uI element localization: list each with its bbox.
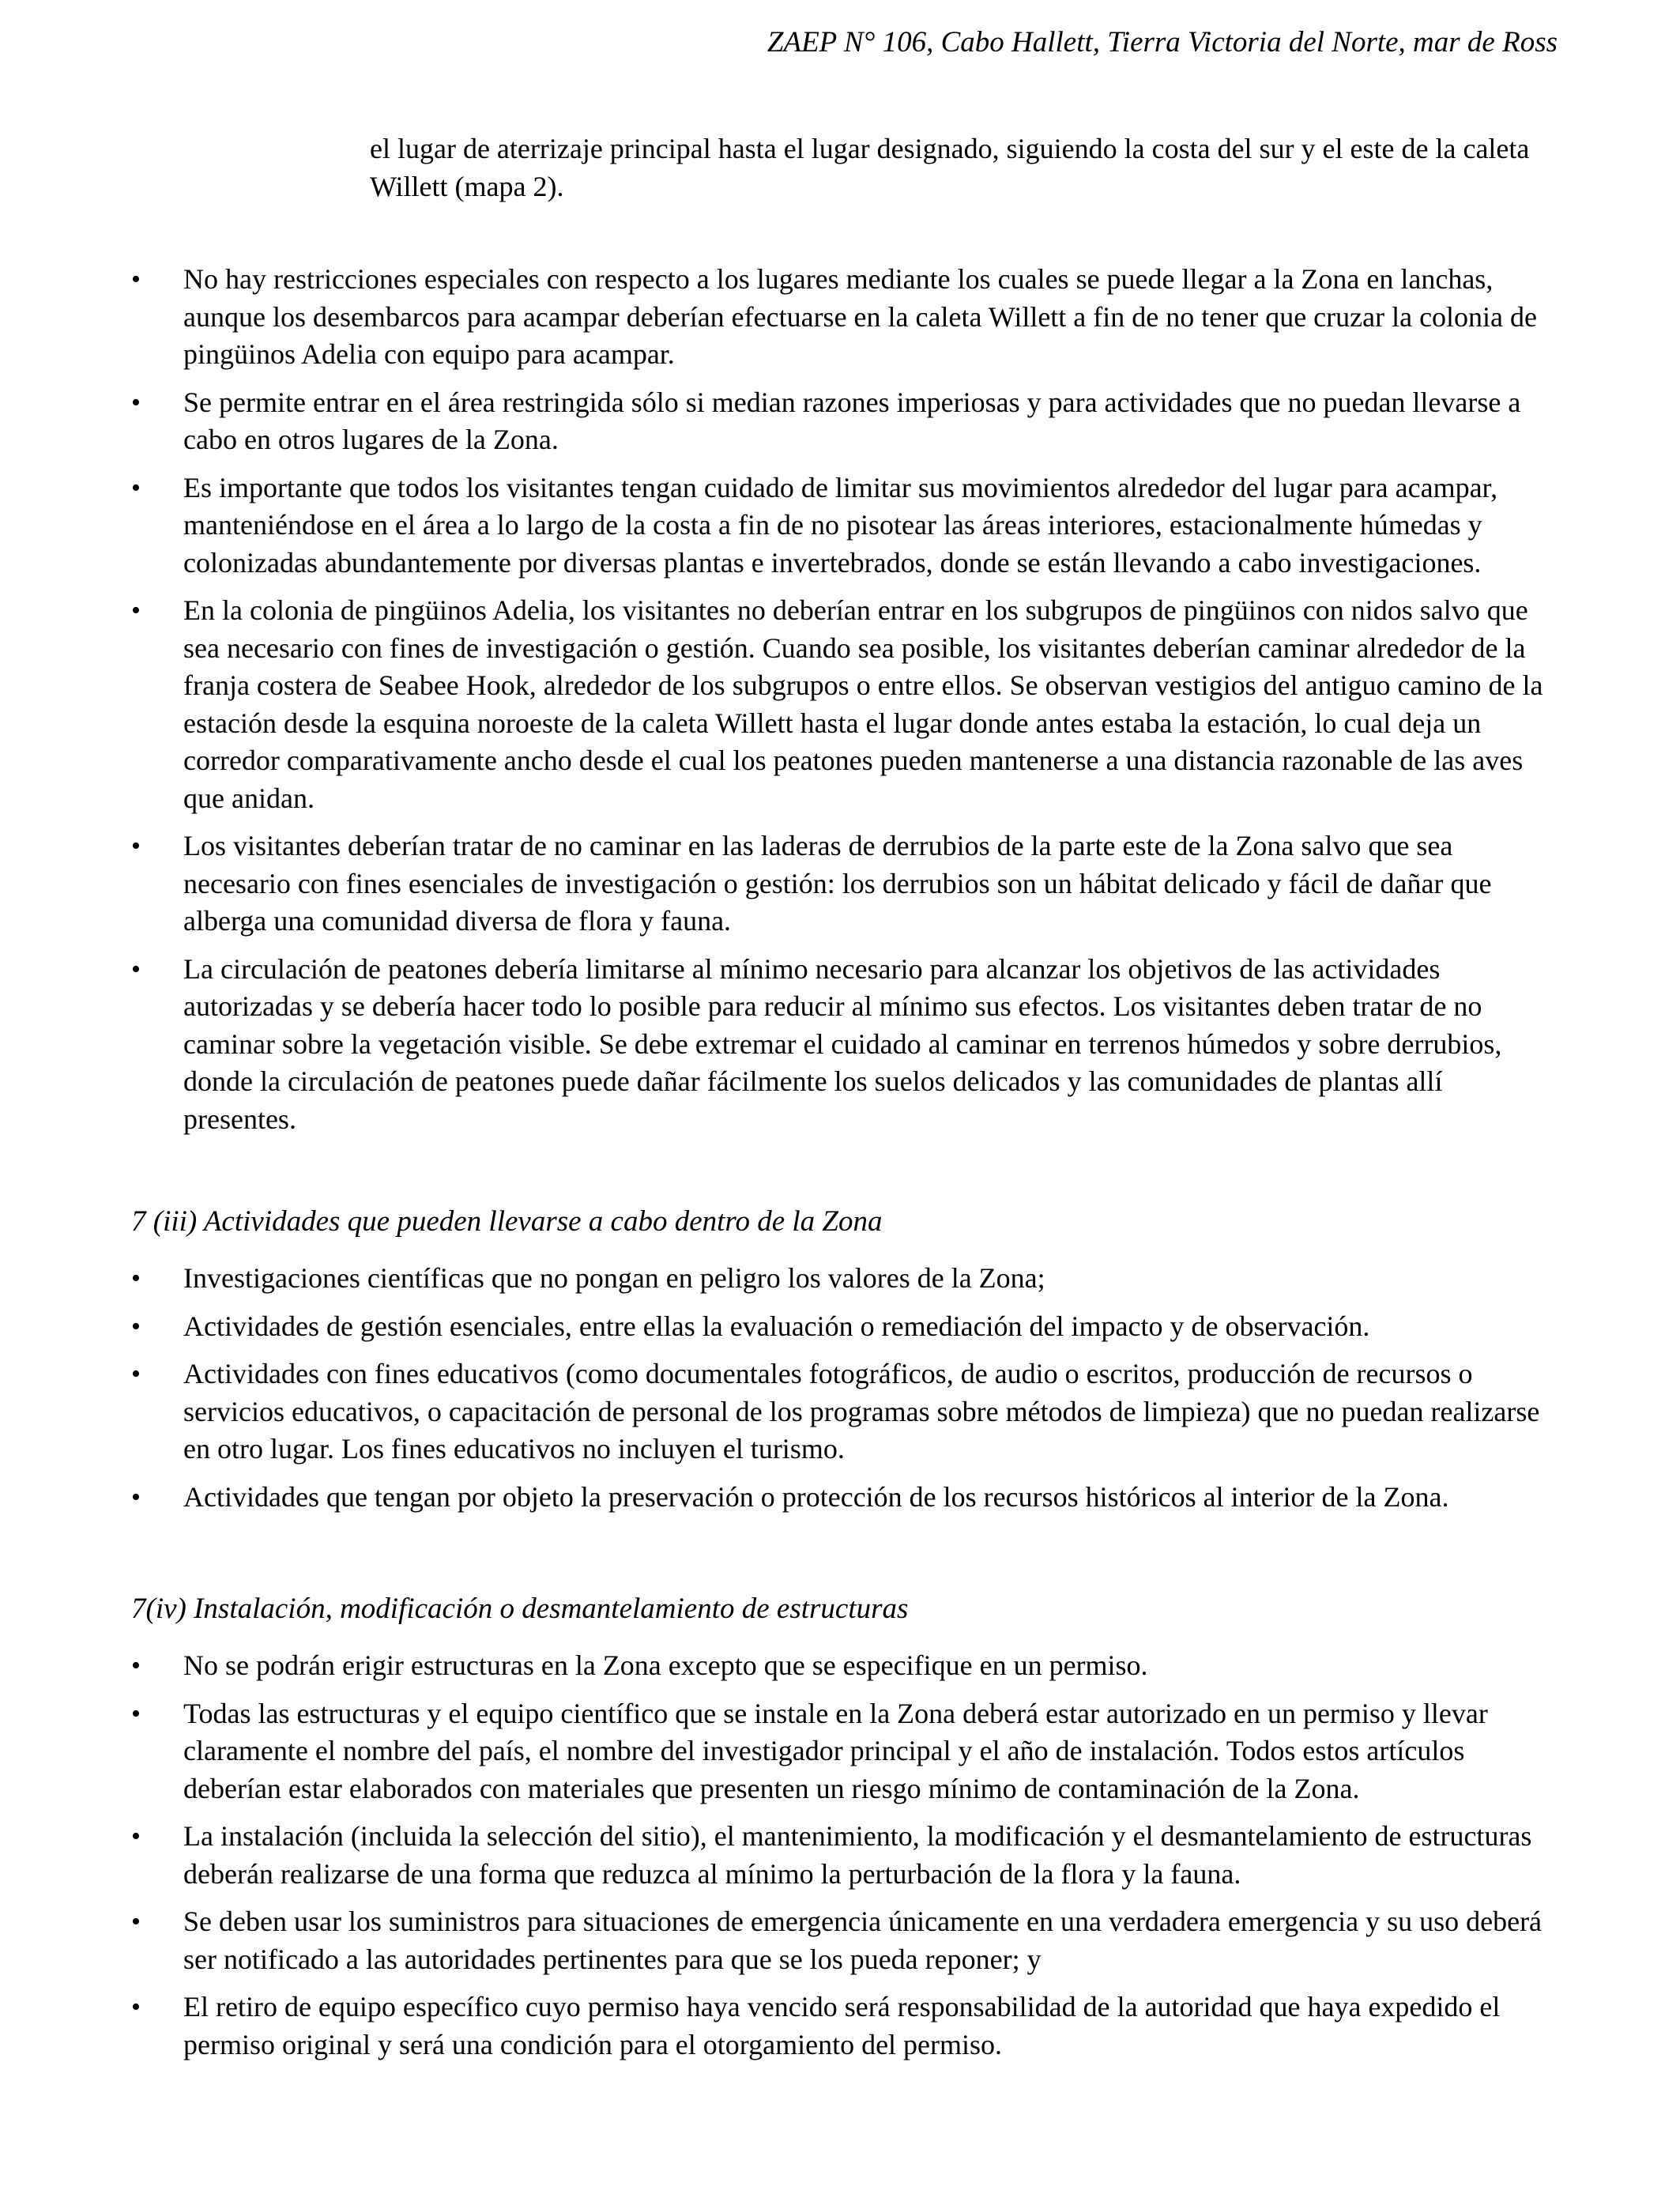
list-item-text: La instalación (incluida la selección del sitio), el mantenimiento, la modificación y el desmantelamiento de estructuras deberán realizarse de una forma que reduzca al mínimo la perturbación de la flora y la fauna. bbox=[183, 1820, 1532, 1890]
bullet-icon: • bbox=[131, 1698, 141, 1728]
list-item bbox=[0, 469, 1558, 582]
list-item-text: No hay restricciones especiales con respecto a los lugares mediante los cuales se puede llegar a la Zona en lanchas, aunque los desembarcos para acampar deberían efectuarse en la caleta Willett a fin de no tener que cruzar la colonia de pingüinos Adelia con equipo para acampar. bbox=[183, 263, 1538, 370]
continuation-paragraph: el lugar de aterrizaje principal hasta el lugar designado, siguiendo la costa del sur y el este de la caleta Willett (mapa 2). bbox=[370, 133, 1530, 202]
list-item bbox=[0, 1308, 1558, 1346]
list-item-text: Los visitantes deberían tratar de no caminar en las laderas de derrubios de la parte este de la Zona salvo que sea necesario con fines esenciales de investigación o gestión: los derrubios son un hábitat delicado y fácil de dañar que alberga una comunidad diversa de flora y fauna. bbox=[183, 830, 1492, 937]
list-item bbox=[0, 1260, 1558, 1298]
list-item bbox=[0, 827, 1558, 941]
bullet-icon: • bbox=[131, 387, 141, 417]
list-item-text: Actividades de gestión esenciales, entre ellas la evaluación o remediación del impacto y de observación. bbox=[183, 1310, 1370, 1342]
list-item bbox=[0, 384, 1558, 459]
list-item bbox=[0, 1989, 1558, 2064]
list-item-text: El retiro de equipo específico cuyo permiso haya vencido será responsabilidad de la autoridad que haya expedido el permiso original y será una condición para el otorgamiento del permiso. bbox=[183, 1991, 1501, 2060]
list-item bbox=[0, 1647, 1558, 1685]
list-item-text: La circulación de peatones debería limitarse al mínimo necesario para alcanzar los objetivos de las actividades autorizadas y se debería hacer todo lo posible para reducir al mínimo sus efectos. Los visitantes deben tratar de no caminar sobre la vegetación visible. Se debe extremar el cuidado al caminar en terrenos húmedos y sobre derrubios, donde la circulación de peatones puede dañar fácilmente los suelos delicados y las comunidades de plantas allí presentes. bbox=[183, 952, 1502, 1135]
list-item-text: Todas las estructuras y el equipo científico que se instale en la Zona deberá estar autorizado en un permiso y llevar claramente el nombre del país, el nombre del investigador principal y el año de instalación. Todos estos artículos deberían estar elaborados con materiales que presenten un riesgo mínimo de contaminación de la Zona. bbox=[183, 1697, 1488, 1804]
running-header: ZAEP N° 106, Cabo Hallett, Tierra Victoria del Norte, mar de Ross bbox=[767, 26, 1558, 58]
bullet-icon: • bbox=[131, 954, 141, 984]
list-item-text: En la colonia de pingüinos Adelia, los visitantes no deberían entrar en los subgrupos de pingüinos con nidos salvo que sea necesario con fines de investigación o gestión. Cuando sea posible, los visitantes deberían caminar alrededor de la franja costera de Seabee Hook, alrededor de los subgrupos o entre ellos. Se observan vestigios del antiguo camino de la estación desde la esquina noroeste de la caleta Willett hasta el lugar donde antes estaba la estación, lo cual deja un corredor comparativamente ancho desde el cual los peatones pueden mantenerse a una distancia razonable de las aves que anidan. bbox=[183, 594, 1543, 814]
bullet-icon: • bbox=[131, 1651, 141, 1680]
list-item bbox=[0, 1903, 1558, 1978]
bullet-icon: • bbox=[131, 1264, 141, 1293]
bullet-icon: • bbox=[131, 265, 141, 294]
bullet-icon: • bbox=[131, 596, 141, 625]
list-item bbox=[0, 261, 1558, 374]
list-item-text: Actividades que tengan por objeto la preservación o protección de los recursos históricos al interior de la Zona. bbox=[183, 1480, 1449, 1513]
list-item-text: Investigaciones científicas que no pongan en peligro los valores de la Zona; bbox=[183, 1262, 1045, 1294]
list-item-text: Se deben usar los suministros para situaciones de emergencia únicamente en una verdadera emergencia y su uso deberá ser notificado a las autoridades pertinentes para que se los pueda reponer; y bbox=[183, 1906, 1543, 1975]
list-item bbox=[0, 1355, 1558, 1468]
bullet-icon: • bbox=[131, 831, 141, 861]
bullet-icon: • bbox=[131, 1482, 141, 1512]
bullet-icon: • bbox=[131, 1992, 141, 2022]
list-item-text: Es importante que todos los visitantes tengan cuidado de limitar sus movimientos alrededor del lugar para acampar, manteniéndose en el área a lo largo de la costa a fin de no pisotear las áreas interiores, estacionalmente húmedas y colonizadas abundantemente por diversas plantas e invertebrados, donde se están llevando a cabo investigaciones. bbox=[183, 471, 1498, 579]
activities-list bbox=[0, 1260, 1680, 1526]
bullet-icon: • bbox=[131, 1907, 141, 1936]
bullet-icon: • bbox=[131, 1359, 141, 1389]
bullet-icon: • bbox=[131, 473, 141, 503]
list-item bbox=[0, 1818, 1558, 1893]
structures-list bbox=[0, 1647, 1680, 2074]
list-item-text: Se permite entrar en el área restringida sólo si median razones imperiosas y para actividades que no puedan llevarse a cabo en otros lugares de la Zona. bbox=[183, 386, 1521, 455]
list-item bbox=[0, 592, 1558, 817]
list-item-text: Actividades con fines educativos (como documentales fotográficos, de audio o escritos, producción de recursos o servicios educativos, o capacitación de personal de los programas sobre métodos de limpieza) que no puedan realizarse en otro lugar. Los fines educativos no incluyen el turismo. bbox=[183, 1358, 1540, 1465]
list-item bbox=[0, 1479, 1558, 1517]
bullet-icon: • bbox=[131, 1822, 141, 1851]
list-item-text: No se podrán erigir estructuras en la Zona excepto que se especifique en un permiso. bbox=[183, 1649, 1148, 1681]
bullet-icon: • bbox=[131, 1311, 141, 1341]
list-item bbox=[0, 951, 1558, 1139]
list-item bbox=[0, 1695, 1558, 1808]
section-heading-structures: 7(iv) Instalación, modificación o desmantelamiento de estructuras bbox=[131, 1593, 909, 1625]
section-heading-activities: 7 (iii) Actividades que pueden llevarse a cabo dentro de la Zona bbox=[131, 1205, 883, 1238]
access-rules-list bbox=[0, 261, 1680, 1148]
